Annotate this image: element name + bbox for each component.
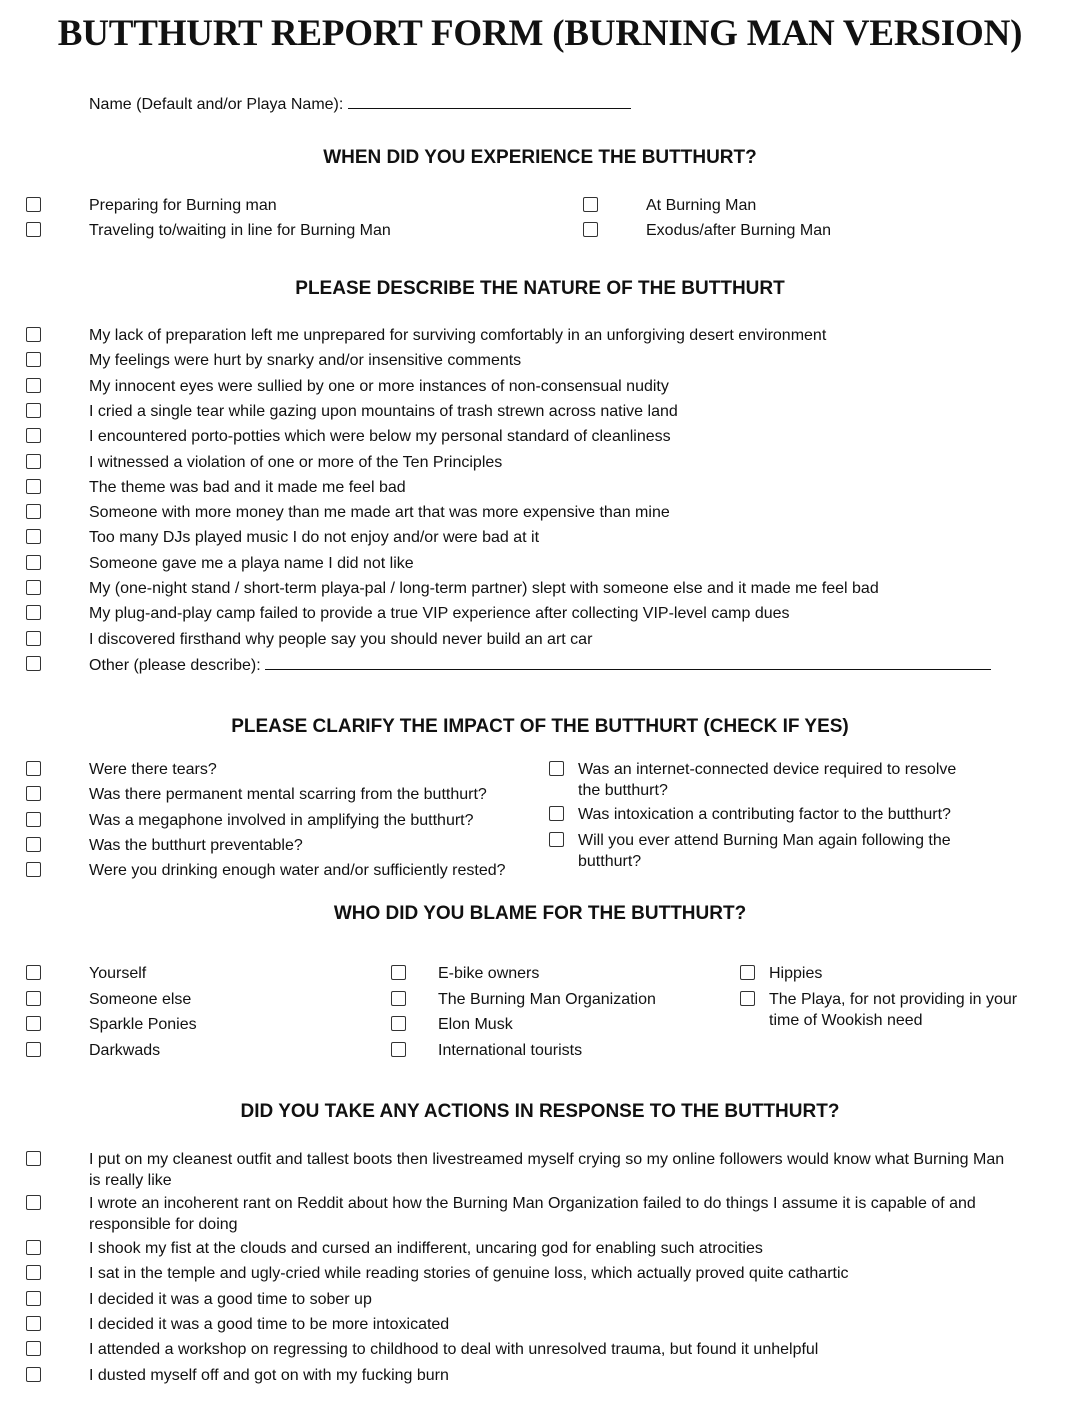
- nature-option: [89, 629, 592, 650]
- impact-option-label-cont: the butthurt?: [578, 782, 668, 799]
- when-option: [646, 220, 831, 241]
- nature-option-label: Someone with more money than me made art that was more expensive than mine: [89, 504, 670, 522]
- blame-option-checkbox[interactable]: [26, 1016, 41, 1031]
- nature-option-checkbox[interactable]: [26, 504, 41, 519]
- nature-heading: PLEASE DESCRIBE THE NATURE OF THE BUTTHURT: [295, 278, 785, 299]
- impact-option-checkbox[interactable]: [26, 786, 41, 801]
- nature-option: [89, 603, 790, 624]
- actions-heading: DID YOU TAKE ANY ACTIONS IN RESPONSE TO THE BUTTHURT?: [240, 1101, 840, 1122]
- impact-option-checkbox[interactable]: [26, 812, 41, 827]
- nature-option-label: I cried a single tear while gazing upon mountains of trash strewn across native land: [89, 402, 678, 420]
- nature-option-label: I discovered firsthand why people say you should never build an art car: [89, 630, 593, 648]
- blame-option-checkbox[interactable]: [26, 965, 41, 980]
- blame-option-label: E-bike owners: [438, 965, 540, 982]
- nature-option: [89, 376, 669, 397]
- name-input-line[interactable]: [348, 93, 631, 109]
- nature-option-label: My innocent eyes were sullied by one or more instances of non-consensual nudity: [89, 377, 669, 395]
- action-option: [89, 1149, 1004, 1191]
- impact-option: [578, 759, 956, 801]
- blame-option-label: The Burning Man Organization: [438, 990, 656, 1008]
- action-option-label: I wrote an incoherent rant on Reddit about how the Burning Man Organization failed to do things I assume it is capable of and: [89, 1195, 976, 1212]
- blame-option-checkbox[interactable]: [391, 965, 406, 980]
- when-option-label: Preparing for Burning man: [89, 197, 277, 214]
- action-option: [89, 1365, 449, 1386]
- impact-option-checkbox[interactable]: [549, 761, 564, 776]
- blame-option: [89, 963, 146, 984]
- action-option: [89, 1193, 976, 1235]
- blame-option-label: Elon Musk: [438, 1016, 513, 1033]
- action-option: [89, 1263, 849, 1284]
- action-option: [89, 1314, 449, 1335]
- impact-option-label: Was a megaphone involved in amplifying the butthurt?: [89, 811, 474, 829]
- nature-option-label: The theme was bad and it made me feel bad: [89, 478, 406, 496]
- nature-option-checkbox[interactable]: [26, 352, 41, 367]
- nature-option-checkbox[interactable]: [26, 428, 41, 443]
- nature-option-checkbox[interactable]: [26, 454, 41, 469]
- blame-option-checkbox[interactable]: [391, 1042, 406, 1057]
- impact-option: [89, 759, 217, 780]
- impact-option-checkbox[interactable]: [549, 806, 564, 821]
- action-option-label: I put on my cleanest outfit and tallest boots then livestreamed myself crying so my online followers would know what Burning Man: [89, 1151, 1005, 1168]
- action-option-label-cont: is really like: [89, 1172, 172, 1189]
- nature-option: [89, 325, 826, 346]
- action-option-checkbox[interactable]: [26, 1195, 41, 1210]
- impact-option: [578, 804, 951, 825]
- action-option-checkbox[interactable]: [26, 1341, 41, 1356]
- impact-option: [89, 860, 506, 881]
- action-option-checkbox[interactable]: [26, 1240, 41, 1255]
- when-option-label: At Burning Man: [646, 197, 757, 214]
- when-option-checkbox[interactable]: [583, 222, 598, 237]
- action-option-label: I decided it was a good time to sober up: [89, 1291, 372, 1308]
- nature-option-label: My (one-night stand / short-term playa-pal / long-term partner) slept with someone else and it made me feel bad: [89, 580, 879, 597]
- nature-option-label: Someone gave me a playa name I did not like: [89, 554, 414, 572]
- nature-option: [89, 350, 521, 371]
- action-option-checkbox[interactable]: [26, 1291, 41, 1306]
- nature-option: [89, 578, 879, 599]
- blame-option-checkbox[interactable]: [391, 1016, 406, 1031]
- action-option: [89, 1238, 763, 1259]
- action-option-label: I attended a workshop on regressing to childhood to deal with unresolved trauma, but found it unhelpful: [89, 1341, 819, 1358]
- nature-option-checkbox[interactable]: [26, 529, 41, 544]
- nature-option: [89, 502, 670, 523]
- impact-option: [89, 835, 303, 856]
- blame-option-checkbox[interactable]: [26, 991, 41, 1006]
- action-option: [89, 1289, 372, 1310]
- blame-option-checkbox[interactable]: [391, 991, 406, 1006]
- impact-option-label: Was the butthurt preventable?: [89, 836, 303, 854]
- impact-option-label: Was intoxication a contributing factor to the butthurt?: [578, 806, 951, 823]
- blame-option-label: Someone else: [89, 990, 192, 1008]
- impact-option-label-cont: butthurt?: [578, 853, 642, 870]
- blame-option: [769, 963, 822, 984]
- when-heading: WHEN DID YOU EXPERIENCE THE BUTTHURT?: [323, 147, 757, 168]
- blame-option-label-cont: time of Wookish need: [769, 1011, 923, 1029]
- when-option-checkbox[interactable]: [583, 197, 598, 212]
- when-option-checkbox[interactable]: [26, 222, 41, 237]
- impact-option: [89, 784, 487, 805]
- action-option-label: I dusted myself off and got on with my fucking burn: [89, 1367, 449, 1384]
- blame-option-label: Hippies: [769, 965, 823, 982]
- nature-option-label: Too many DJs played music I do not enjoy and/or were bad at it: [89, 529, 540, 547]
- nature-option-checkbox[interactable]: [26, 479, 41, 494]
- action-option: [89, 1339, 818, 1360]
- impact-option-checkbox[interactable]: [26, 862, 41, 877]
- blame-option: [769, 989, 1017, 1031]
- blame-option-checkbox[interactable]: [740, 965, 755, 980]
- nature-option-checkbox[interactable]: [26, 403, 41, 418]
- blame-heading: WHO DID YOU BLAME FOR THE BUTTHURT?: [333, 903, 747, 924]
- blame-option-checkbox[interactable]: [740, 991, 755, 1006]
- blame-option: [89, 1014, 197, 1035]
- nature-option-label: My lack of preparation left me unprepared for surviving comfortably in an unforgiving desert environment: [89, 327, 827, 344]
- impact-option-label: Was an internet-connected device required to resolve: [578, 761, 957, 778]
- other-describe-line[interactable]: [265, 654, 991, 670]
- nature-option-checkbox[interactable]: [26, 378, 41, 393]
- action-option-checkbox[interactable]: [26, 1316, 41, 1331]
- blame-option: [89, 989, 191, 1010]
- action-option-label-cont: responsible for doing: [89, 1216, 238, 1233]
- other-row: [89, 654, 991, 676]
- nature-option: [89, 477, 406, 498]
- nature-option-checkbox[interactable]: [26, 631, 41, 646]
- impact-option-label: Were you drinking enough water and/or sufficiently rested?: [89, 862, 506, 880]
- nature-option-checkbox[interactable]: [26, 327, 41, 342]
- nature-option-checkbox[interactable]: [26, 605, 41, 620]
- nature-option: [89, 401, 678, 422]
- action-option-checkbox[interactable]: [26, 1367, 41, 1382]
- form-title: BUTTHURT REPORT FORM (BURNING MAN VERSION): [57, 13, 1023, 54]
- blame-option-label: Yourself: [89, 965, 147, 982]
- when-option: [646, 195, 756, 216]
- action-option-label: I shook my fist at the clouds and cursed an indifferent, uncaring god for enabling such atrocities: [89, 1240, 763, 1257]
- nature-option: [89, 527, 539, 548]
- blame-option-label: International tourists: [438, 1041, 583, 1059]
- other-checkbox[interactable]: [26, 656, 41, 671]
- impact-heading: PLEASE CLARIFY THE IMPACT OF THE BUTTHURT (CHECK IF YES): [231, 716, 849, 737]
- impact-option-checkbox[interactable]: [26, 837, 41, 852]
- name-field-label: Name (Default and/or Playa Name):: [89, 96, 344, 113]
- nature-option-checkbox[interactable]: [26, 580, 41, 595]
- action-option-checkbox[interactable]: [26, 1151, 41, 1166]
- nature-option-label: I witnessed a violation of one or more of the Ten Principles: [89, 453, 503, 471]
- blame-option: [438, 989, 656, 1010]
- nature-option: [89, 553, 414, 574]
- nature-option: [89, 426, 671, 447]
- when-option: [89, 220, 391, 241]
- when-option: [89, 195, 277, 216]
- blame-option-checkbox[interactable]: [26, 1042, 41, 1057]
- nature-option-label: My feelings were hurt by snarky and/or insensitive comments: [89, 352, 522, 370]
- impact-option-label: Was there permanent mental scarring from the butthurt?: [89, 786, 487, 804]
- impact-option-label: Were there tears?: [89, 761, 217, 778]
- impact-option: [578, 830, 951, 872]
- when-option-label: Traveling to/waiting in line for Burning Man: [89, 222, 391, 239]
- impact-option-checkbox[interactable]: [549, 832, 564, 847]
- action-option-label: I sat in the temple and ugly-cried while reading stories of genuine loss, which actually proved quite cathartic: [89, 1265, 849, 1282]
- other-label: Other (please describe):: [89, 657, 261, 674]
- action-option-label: I decided it was a good time to be more intoxicated: [89, 1316, 450, 1333]
- nature-option-label: My plug-and-play camp failed to provide a true VIP experience after collecting VIP-level camp dues: [89, 605, 790, 623]
- blame-option: [438, 1014, 513, 1035]
- blame-option-label: Darkwads: [89, 1041, 161, 1059]
- name-field: [89, 93, 631, 114]
- when-option-label: Exodus/after Burning Man: [646, 222, 831, 239]
- when-option-checkbox[interactable]: [26, 197, 41, 212]
- impact-option-checkbox[interactable]: [26, 761, 41, 776]
- blame-option: [89, 1040, 160, 1061]
- impact-option-label: Will you ever attend Burning Man again following the: [578, 832, 951, 849]
- impact-option: [89, 810, 474, 831]
- action-option-checkbox[interactable]: [26, 1265, 41, 1280]
- blame-option: [438, 963, 539, 984]
- nature-option-label: I encountered porto-potties which were below my personal standard of cleanliness: [89, 428, 671, 446]
- blame-option-label: The Playa, for not providing in your: [769, 990, 1018, 1008]
- nature-option-checkbox[interactable]: [26, 555, 41, 570]
- blame-option: [438, 1040, 582, 1061]
- nature-option: [89, 452, 502, 473]
- blame-option-label: Sparkle Ponies: [89, 1016, 197, 1033]
